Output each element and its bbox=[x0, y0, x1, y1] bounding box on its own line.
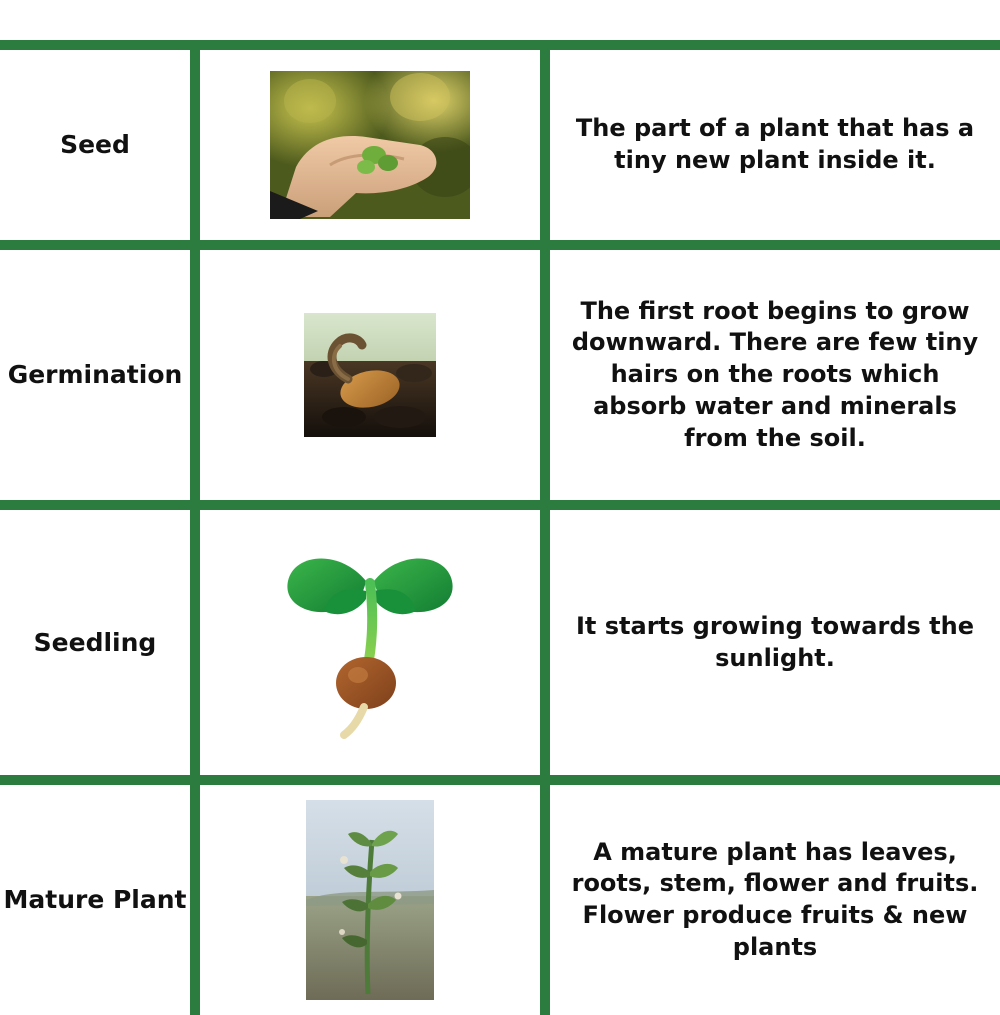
table-row bbox=[0, 50, 1000, 240]
stages-table bbox=[0, 40, 1000, 1015]
stage-image-cell bbox=[200, 250, 540, 500]
stage-term: Mature Plant bbox=[0, 785, 190, 1015]
mature-plant-photo bbox=[306, 800, 434, 1000]
stage-term: Seedling bbox=[0, 510, 190, 775]
stage-description: A mature plant has leaves, roots, stem, flower and fruits. Flower produce fruits & new plants bbox=[550, 785, 1000, 1015]
table-row bbox=[0, 250, 1000, 500]
germinating-seed-in-soil-photo bbox=[304, 313, 436, 437]
stage-image-cell bbox=[200, 785, 540, 1015]
stage-image-cell bbox=[200, 510, 540, 775]
stage-term: Germination bbox=[0, 250, 190, 500]
stage-image-cell bbox=[200, 50, 540, 240]
table-row bbox=[0, 510, 1000, 775]
hand-holding-seeds-photo bbox=[270, 71, 470, 219]
stage-term: Seed bbox=[0, 50, 190, 240]
stage-description: The first root begins to grow downward. There are few tiny hairs on the roots which absorb water and minerals from the soil. bbox=[550, 250, 1000, 500]
stage-description: The part of a plant that has a tiny new plant inside it. bbox=[550, 50, 1000, 240]
table-row bbox=[0, 785, 1000, 1015]
sprouting-seedling-illustration bbox=[270, 535, 470, 750]
stage-description: It starts growing towards the sunlight. bbox=[550, 510, 1000, 775]
